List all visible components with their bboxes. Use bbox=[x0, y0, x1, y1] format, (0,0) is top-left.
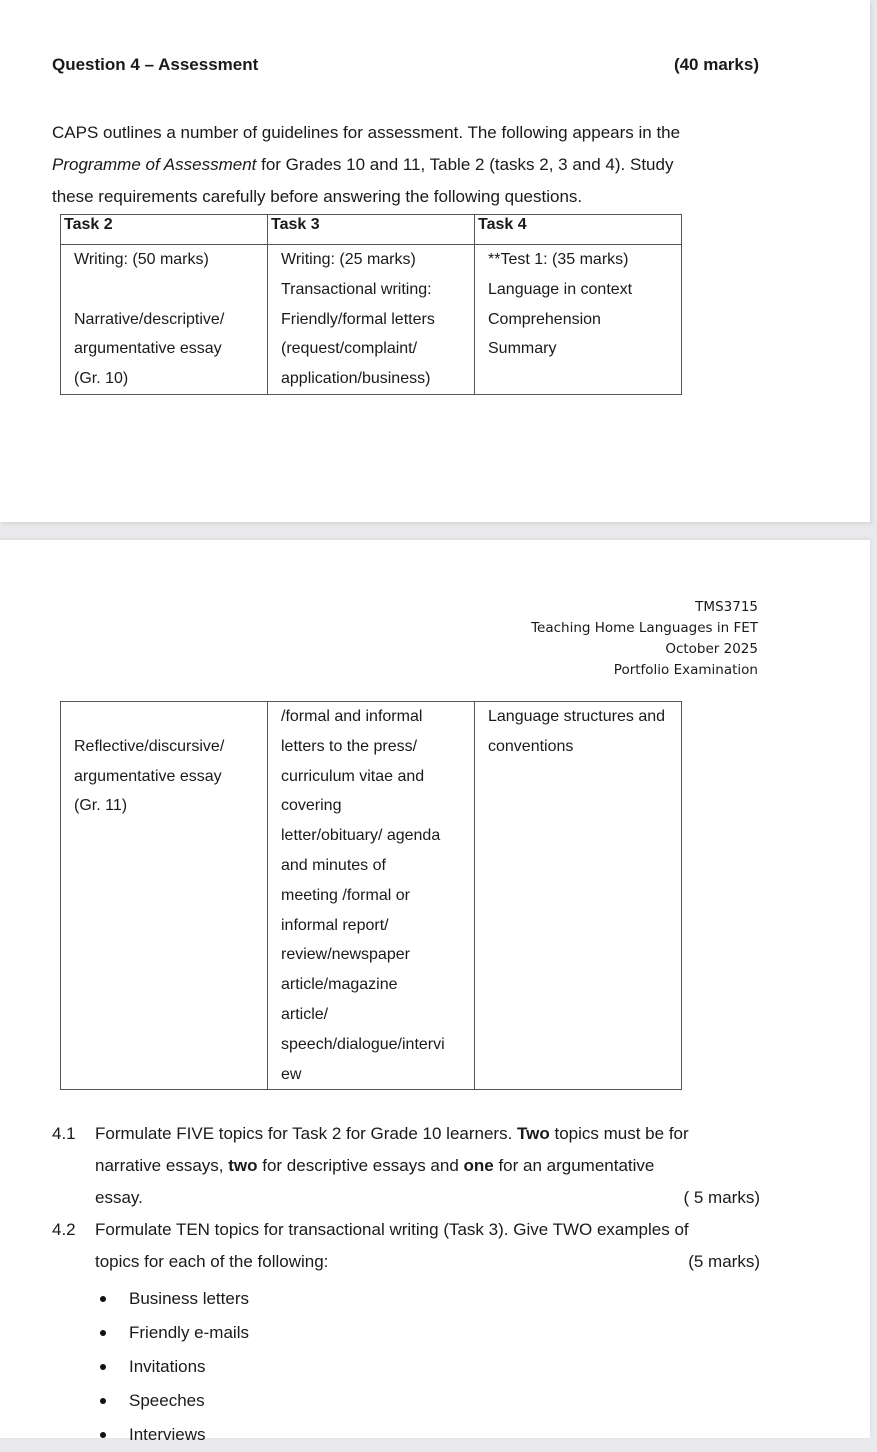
cell-line: informal report/ bbox=[281, 916, 389, 934]
intro-line-2-rest: for Grades 10 and 11, Table 2 (tasks 2, 3 and 4). Study bbox=[256, 155, 674, 174]
cell-line: article/ bbox=[281, 1005, 329, 1023]
cell-line: ew bbox=[281, 1065, 302, 1083]
cell-line: curriculum vitae and bbox=[281, 767, 425, 785]
cell-line bbox=[74, 275, 267, 305]
cell-line: letters to the press/ bbox=[281, 737, 418, 755]
cell-line: speech/dialogue/intervi bbox=[281, 1035, 445, 1053]
cell-line: **Test 1: (35 marks) bbox=[488, 251, 629, 268]
exam-date: October 2025 bbox=[665, 641, 758, 657]
question-4-2-marks: (5 marks) bbox=[688, 1252, 760, 1271]
bullet-icon bbox=[100, 1330, 106, 1336]
cell-line: Transactional writing: bbox=[281, 280, 432, 298]
cell-line: (Gr. 11) bbox=[74, 797, 128, 815]
bullet-icon bbox=[100, 1432, 106, 1438]
bold-text: one bbox=[463, 1156, 494, 1175]
task-4-cell bbox=[475, 245, 682, 395]
question-4-2-line-1: Formulate TEN topics for transactional writing (Task 3). Give TWO examples of bbox=[95, 1220, 689, 1239]
question-4-2-number: 4.2 bbox=[52, 1220, 76, 1239]
task-3-cell bbox=[268, 702, 475, 1090]
cell-line: argumentative essay bbox=[74, 340, 222, 358]
task-2-cell bbox=[61, 245, 268, 395]
table-row bbox=[61, 245, 682, 395]
page-1 bbox=[0, 0, 870, 522]
cell-line: Narrative/descriptive/ bbox=[74, 310, 225, 328]
page-2 bbox=[0, 540, 870, 1444]
cell-line bbox=[74, 702, 267, 732]
task-2-cell bbox=[61, 702, 268, 1090]
question-4-1-marks: ( 5 marks) bbox=[683, 1188, 760, 1207]
assessment-table bbox=[60, 214, 682, 395]
task-4-cell bbox=[475, 702, 682, 1090]
cell-line: (Gr. 10) bbox=[74, 370, 129, 388]
text-run: for an argumentative bbox=[493, 1156, 655, 1175]
table-header-task-2: Task 2 bbox=[61, 215, 268, 245]
cell-line: application/business) bbox=[281, 370, 431, 388]
question-4-2-line-2: topics for each of the following: bbox=[95, 1252, 329, 1271]
table-row bbox=[61, 702, 682, 1090]
list-item-label: Business letters bbox=[129, 1289, 249, 1308]
cell-line: conventions bbox=[488, 737, 574, 755]
exam-type: Portfolio Examination bbox=[613, 662, 758, 678]
list-item bbox=[100, 1350, 249, 1384]
cell-line: Language in context bbox=[488, 280, 633, 298]
table-header-row bbox=[61, 215, 682, 245]
list-item-label: Invitations bbox=[129, 1357, 206, 1376]
bullet-icon bbox=[100, 1296, 106, 1302]
bullet-icon bbox=[100, 1364, 106, 1370]
cell-line: argumentative essay bbox=[74, 767, 222, 785]
list-item-label: Interviews bbox=[129, 1425, 206, 1444]
question-title: Question 4 – Assessment bbox=[52, 55, 259, 74]
question-4-1-line-1 bbox=[95, 1124, 689, 1144]
cell-line: /formal and informal bbox=[281, 708, 423, 725]
list-item-label: Speeches bbox=[129, 1391, 205, 1410]
module-name: Teaching Home Languages in FET bbox=[531, 620, 758, 636]
cell-line: Language structures and bbox=[488, 708, 666, 725]
table-header-task-3: Task 3 bbox=[268, 215, 475, 245]
cell-line: Friendly/formal letters bbox=[281, 310, 435, 328]
cell-line: meeting /formal or bbox=[281, 886, 410, 904]
intro-paragraph bbox=[52, 117, 772, 213]
task-3-cell bbox=[268, 245, 475, 395]
list-item bbox=[100, 1418, 249, 1452]
text-run: narrative essays, bbox=[95, 1156, 229, 1175]
question-4-1-number: 4.1 bbox=[52, 1124, 76, 1143]
bullet-icon bbox=[100, 1398, 106, 1404]
bold-text: Two bbox=[517, 1124, 550, 1143]
cell-line: letter/obituary/ agenda bbox=[281, 827, 441, 845]
intro-line-1: CAPS outlines a number of guidelines for assessment. The following appears in the bbox=[52, 123, 681, 142]
cell-line: (request/complaint/ bbox=[281, 340, 418, 358]
intro-line-2 bbox=[52, 149, 772, 181]
cell-line: Writing: (50 marks) bbox=[74, 251, 209, 268]
cell-line: and minutes of bbox=[281, 856, 386, 874]
question-4-1-line-2 bbox=[95, 1156, 654, 1176]
cell-line: Comprehension bbox=[488, 310, 601, 328]
intro-italic-phrase: Programme of Assessment bbox=[52, 155, 257, 174]
cell-line: Summary bbox=[488, 340, 557, 358]
text-run: topics must be for bbox=[549, 1124, 689, 1143]
cell-line: review/newspaper bbox=[281, 946, 410, 964]
question-marks: (40 marks) bbox=[673, 55, 759, 74]
text-run: for descriptive essays and bbox=[257, 1156, 464, 1175]
page-header bbox=[531, 597, 758, 681]
list-item bbox=[100, 1316, 249, 1350]
cell-line: covering bbox=[281, 797, 342, 815]
list-item bbox=[100, 1384, 249, 1418]
intro-line-3: these requirements carefully before answering the following questions. bbox=[52, 187, 583, 206]
table-header-task-4: Task 4 bbox=[475, 215, 682, 245]
topic-list bbox=[100, 1282, 249, 1452]
text-run: Formulate FIVE topics for Task 2 for Grade 10 learners. bbox=[95, 1124, 518, 1143]
list-item-label: Friendly e-mails bbox=[129, 1323, 249, 1342]
cell-line: article/magazine bbox=[281, 976, 398, 994]
module-code: TMS3715 bbox=[695, 599, 758, 615]
cell-line: Reflective/discursive/ bbox=[74, 737, 225, 755]
cell-line: Writing: (25 marks) bbox=[281, 251, 416, 268]
question-4-1-line-3: essay. bbox=[95, 1188, 143, 1207]
bold-text: two bbox=[228, 1156, 258, 1175]
cell-line bbox=[488, 364, 681, 394]
assessment-table-continued bbox=[60, 701, 682, 1090]
list-item bbox=[100, 1282, 249, 1316]
